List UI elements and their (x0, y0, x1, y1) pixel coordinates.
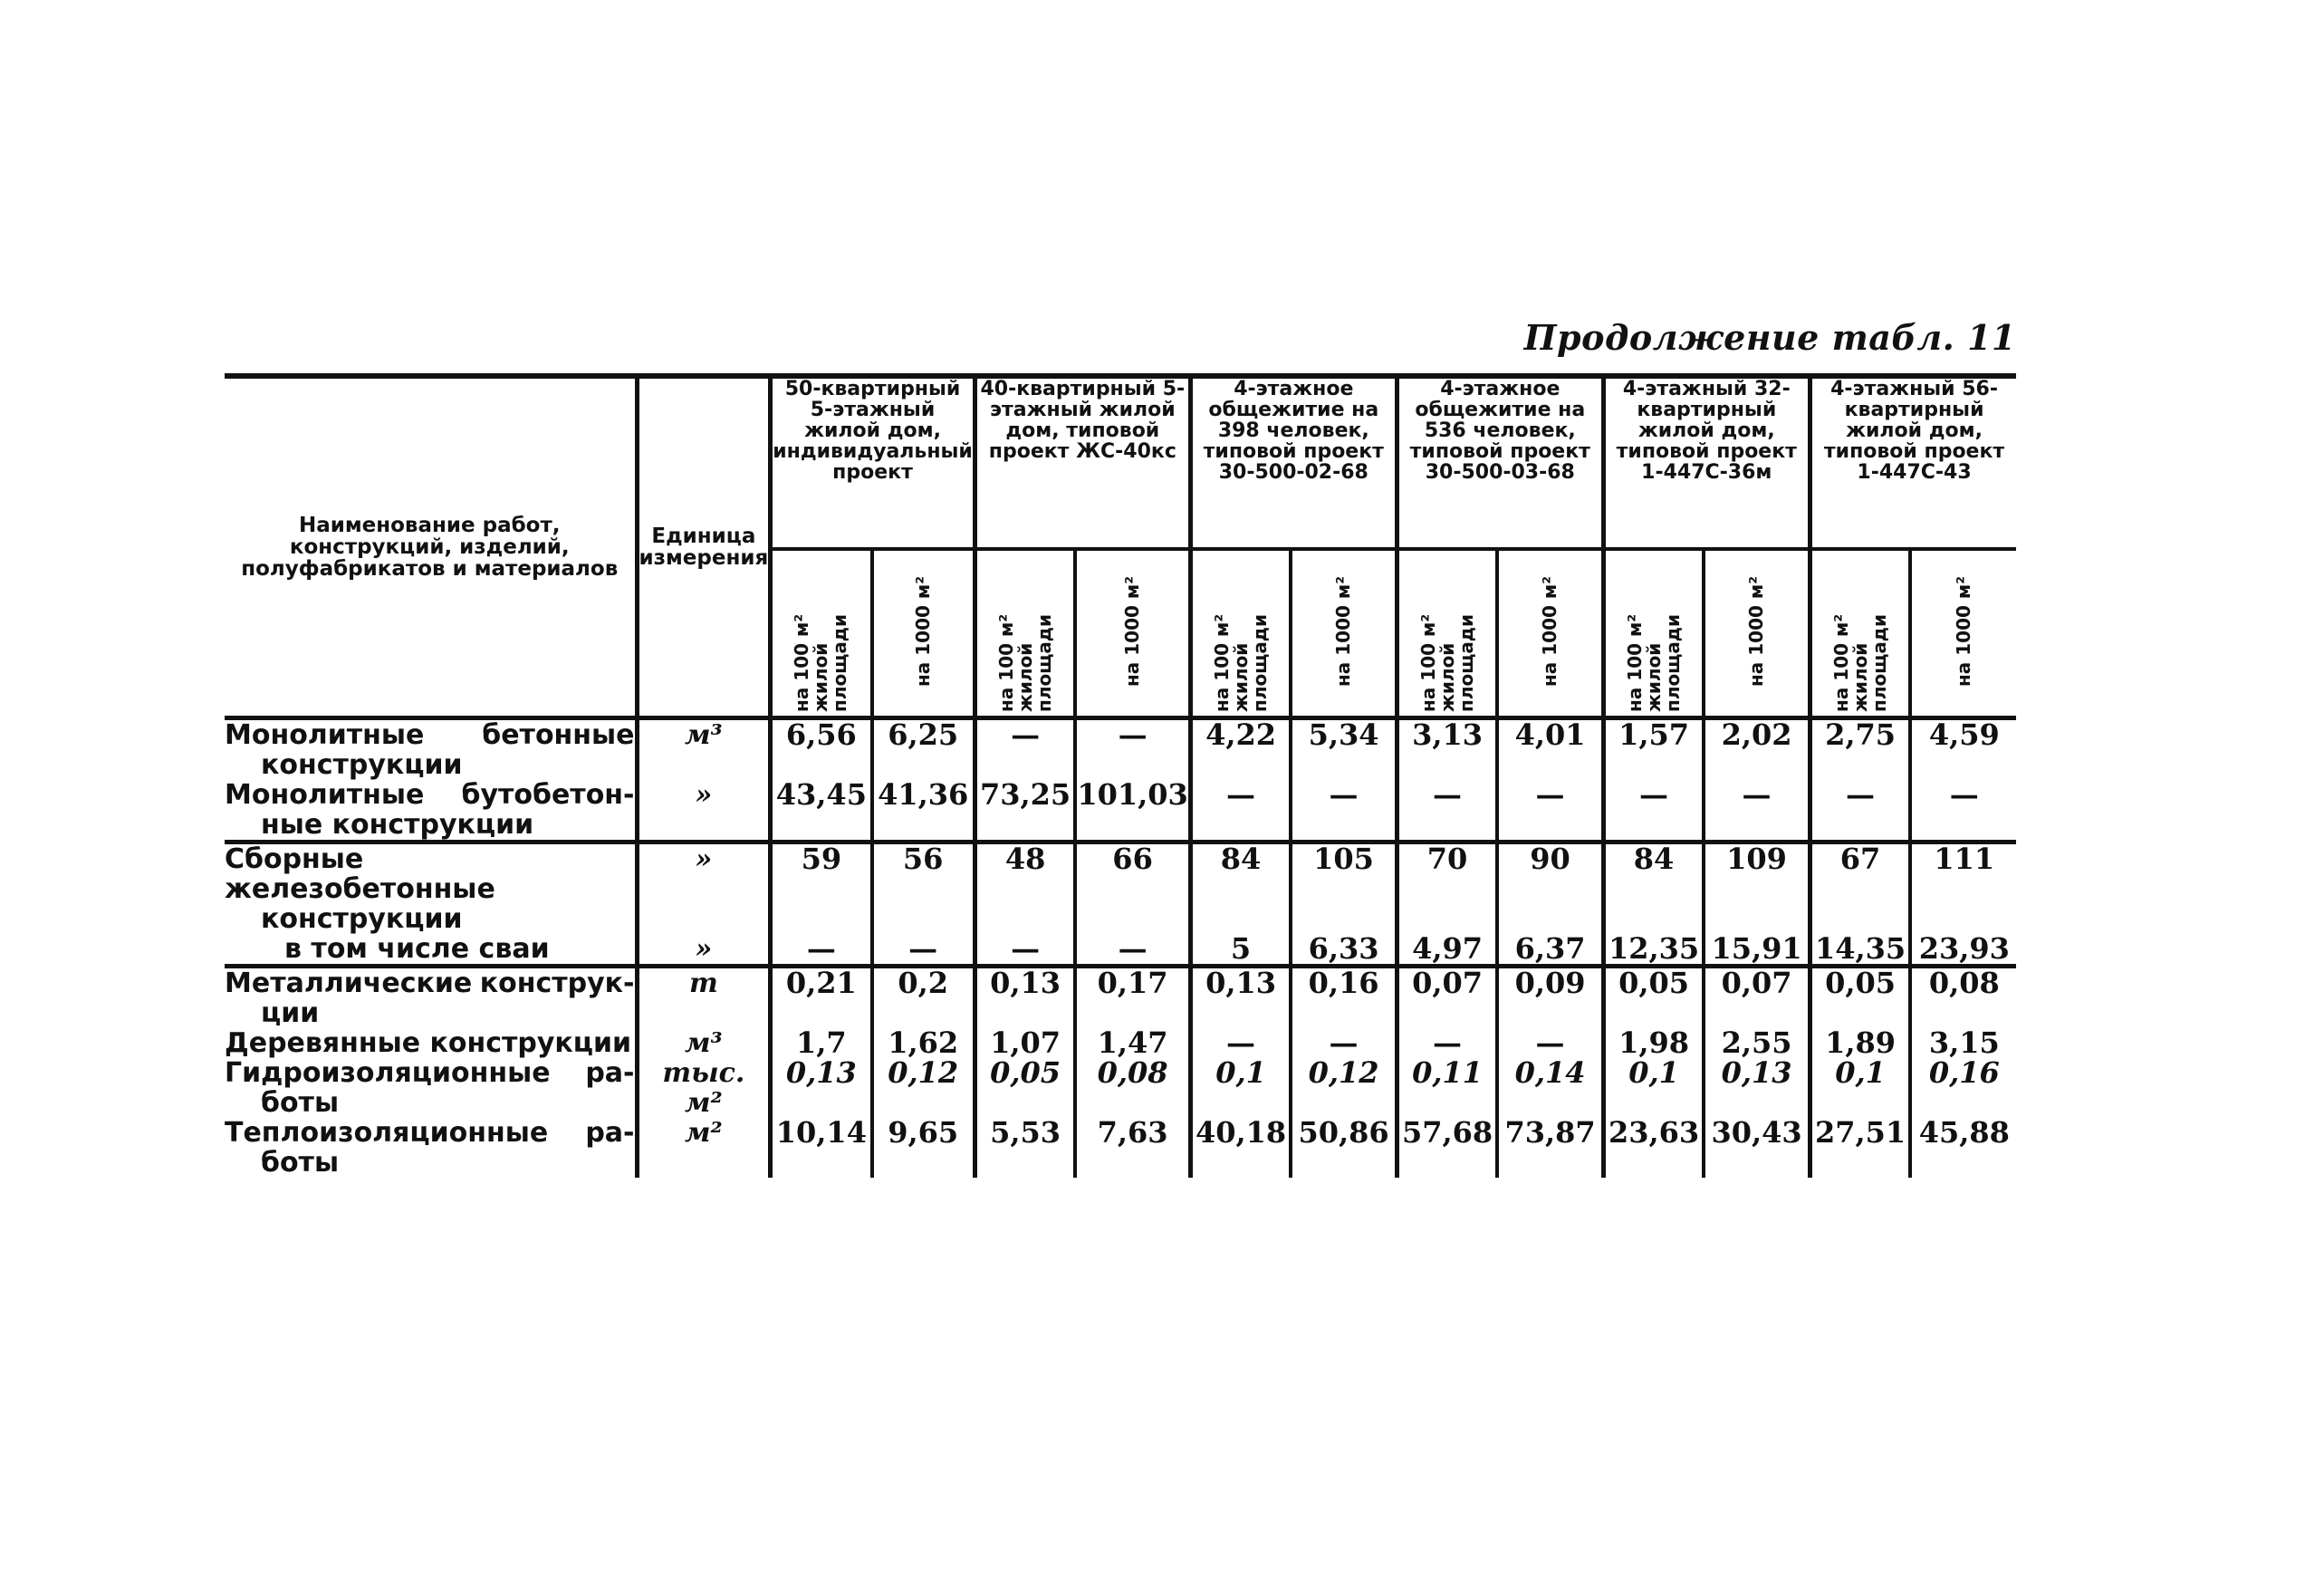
row-name-word: Металлические (225, 968, 473, 999)
table-cell: 59 (771, 842, 872, 935)
row-name-word: Монолитные (225, 719, 425, 751)
row-unit: » (637, 780, 771, 842)
table-cell: 0,08 (1075, 1058, 1190, 1118)
row-name-word: бетонные (482, 719, 635, 751)
table-cell: 84 (1603, 842, 1704, 935)
table-cell: 43,45 (771, 780, 872, 842)
table-cell: 56 (872, 842, 975, 935)
row-name-word: Гидроизоляционные (225, 1057, 551, 1089)
table-cell: 50,86 (1291, 1118, 1397, 1178)
table-cell: 23,93 (1918, 931, 2010, 966)
table-cell: — (1497, 780, 1603, 842)
header-sub-per1000: на 1000 м² (1745, 575, 1768, 687)
table-cell: 0,13 (771, 1058, 872, 1118)
table-cell: — (1497, 1028, 1603, 1058)
table-cell: 0,13 (975, 967, 1075, 1029)
header-group: 4-этажное общежитие на 536 человек, типовой проект 30-500-03-68 (1397, 376, 1603, 549)
header-group: 4-этажный 56-квартирный жилой дом, типовой проект 1-447С-43 (1810, 376, 2016, 549)
table-cell: 6,33 (1291, 934, 1397, 967)
table-cell: 0,21 (771, 967, 872, 1029)
table-row (225, 1028, 2016, 1058)
table-cell: 67 (1810, 842, 1910, 935)
table-cell: 40,18 (1190, 1118, 1291, 1178)
table-cell: 101,03 (1075, 780, 1190, 842)
table-cell: 1,98 (1603, 1028, 1704, 1058)
table-cell: 109 (1704, 842, 1810, 935)
table-cell: — (975, 934, 1075, 967)
table-cell: 0,05 (1603, 967, 1704, 1029)
table-cell: 0,07 (1397, 967, 1497, 1029)
header-name: Наименование работ, конструкций, изделий, полуфабрикатов и материалов (225, 376, 637, 718)
table-cell: 84 (1190, 842, 1291, 935)
header-sub-per1000: на 1000 м² (911, 575, 934, 687)
row-name-cont: боты (261, 1087, 340, 1119)
table-cell: — (1291, 780, 1397, 842)
row-name (225, 780, 637, 842)
row-name (225, 934, 637, 967)
table-cell: 0,12 (1291, 1058, 1397, 1118)
table-cell: 4,22 (1190, 718, 1291, 781)
table-cell: 7,63 (1075, 1118, 1190, 1178)
row-unit: » (637, 842, 771, 935)
table-cell: 45,88 (1918, 1115, 2010, 1150)
table-cell: 23,63 (1603, 1118, 1704, 1178)
table-cell: 0,08 (1910, 967, 2016, 1029)
table-cell: 6,25 (872, 718, 975, 781)
header-sub-per100: на 100 м² жилой площади (791, 613, 851, 712)
table-cell: 0,16 (1928, 1055, 2000, 1090)
row-name-word: Теплоизоляционные (225, 1117, 549, 1149)
header-sub-per100: на 100 м² жилой площади (1829, 613, 1890, 712)
table-cell: 66 (1075, 842, 1190, 935)
table-cell: — (1949, 777, 1979, 812)
table-row (225, 1118, 2016, 1178)
table-cell: 4,01 (1497, 718, 1603, 781)
table-cell: — (1810, 780, 1910, 842)
row-name (225, 1118, 637, 1178)
row-name-word: ра- (585, 1117, 635, 1149)
header-sub-per100: на 100 м² жилой площади (1623, 613, 1684, 712)
row-name-word: конструк- (479, 968, 635, 999)
table-cell: 0,11 (1397, 1058, 1497, 1118)
row-name-line: Сборные железобетонные (225, 843, 495, 905)
table-cell: 1,7 (771, 1028, 872, 1058)
row-name-cont: ции (261, 997, 320, 1029)
row-name-cont: боты (261, 1147, 340, 1179)
header-group: 4-этажный 32-квартирный жилой дом, типовой проект 1-447С-36м (1603, 376, 1810, 549)
table-cell: — (1397, 780, 1497, 842)
table-cell: 6,37 (1497, 934, 1603, 967)
table-cell: 1,57 (1603, 718, 1704, 781)
header-sub-per100: на 100 м² жилой площади (1416, 613, 1477, 712)
row-unit: » (637, 934, 771, 967)
header-sub-per1000: на 1000 м² (1953, 575, 1975, 687)
table-cell: — (1603, 780, 1704, 842)
table-cell: 73,25 (975, 780, 1075, 842)
table-cell: — (1190, 1028, 1291, 1058)
table-cell: 0,1 (1190, 1058, 1291, 1118)
header-sub-per100: на 100 м² жилой площади (994, 613, 1055, 712)
table-cell: 1,62 (872, 1028, 975, 1058)
table-cell: 14,35 (1810, 934, 1910, 967)
table-cell: 1,89 (1810, 1028, 1910, 1058)
table-cell: 73,87 (1497, 1118, 1603, 1178)
table-cell: — (771, 934, 872, 967)
table-cell: 2,02 (1704, 718, 1810, 781)
table-cell: 0,09 (1497, 967, 1603, 1029)
row-name-line: в том числе сваи (284, 933, 550, 965)
row-unit: м² (637, 1118, 771, 1178)
row-name-cont: конструкции (261, 903, 463, 935)
table-cell: — (1704, 780, 1810, 842)
header-unit: Единица измерения (637, 376, 771, 718)
row-name (225, 718, 637, 781)
table-cell: — (1397, 1028, 1497, 1058)
table-cell: 0,13 (1190, 967, 1291, 1029)
row-unit: тыс. м² (637, 1058, 771, 1118)
table-cell: 1,47 (1075, 1028, 1190, 1058)
table-cell: 5 (1190, 934, 1291, 967)
table-cell: 0,17 (1075, 967, 1190, 1029)
table-cell: 105 (1291, 842, 1397, 935)
header-group: 4-этажное общежитие на 398 человек, типовой проект 30-500-02-68 (1190, 376, 1397, 549)
table-cell: 41,36 (872, 780, 975, 842)
row-name-line: Деревянные конструкции (225, 1027, 632, 1059)
table-cell: 0,12 (872, 1058, 975, 1118)
table-cell: 70 (1397, 842, 1497, 935)
table-cell: 4,59 (1910, 718, 2016, 781)
table-cell: — (872, 934, 975, 967)
table-cell: 10,14 (771, 1118, 872, 1178)
data-table (225, 373, 2016, 1178)
table-cell: — (1075, 934, 1190, 967)
row-name-word: Монолитные (225, 779, 425, 811)
table-cell: 27,51 (1810, 1118, 1910, 1178)
table-row (225, 780, 2016, 842)
table-cell: 4,97 (1397, 934, 1497, 967)
table-cell: 3,13 (1397, 718, 1497, 781)
table-cell: — (1075, 718, 1190, 781)
table-cell: 48 (975, 842, 1075, 935)
row-unit: м³ (637, 718, 771, 781)
table-row (225, 718, 2016, 781)
row-name (225, 1028, 637, 1058)
table-row (225, 842, 2016, 935)
table-row (225, 1058, 2016, 1118)
table-cell: 30,43 (1704, 1118, 1810, 1178)
table-cell: 0,05 (1810, 967, 1910, 1029)
table-cell: — (975, 718, 1075, 781)
row-name-cont: конструкции (261, 749, 463, 781)
header-group: 50-квартирный 5-этажный жилой дом, индивидуальный проект (771, 376, 975, 549)
row-name-word: ра- (585, 1057, 635, 1089)
row-name-cont: ные конструкции (261, 809, 534, 841)
table-row (225, 934, 2016, 967)
table-cell: 0,16 (1291, 967, 1397, 1029)
table-cell: 5,34 (1291, 718, 1397, 781)
table-row (225, 967, 2016, 1029)
table-cell: 57,68 (1397, 1118, 1497, 1178)
row-name (225, 967, 637, 1029)
table-cell: 12,35 (1603, 934, 1704, 967)
table-caption: Продолжение табл. 11 (1523, 317, 2016, 358)
row-unit: т (637, 967, 771, 1029)
table-cell: 90 (1497, 842, 1603, 935)
header-sub-per1000: на 1000 м² (1539, 575, 1561, 687)
table-cell: 0,14 (1497, 1058, 1603, 1118)
table-cell: 1,07 (975, 1028, 1075, 1058)
table-cell: 0,05 (975, 1058, 1075, 1118)
row-name (225, 842, 637, 935)
header-sub-per1000: на 1000 м² (1121, 575, 1144, 687)
row-unit: м³ (637, 1028, 771, 1058)
table-cell: 2,75 (1810, 718, 1910, 781)
table-cell: 2,55 (1704, 1028, 1810, 1058)
header-group: 40-квартирный 5-этажный жилой дом, типовой проект ЖС-40кс (975, 376, 1190, 549)
table-cell: 0,07 (1704, 967, 1810, 1029)
table-cell: 0,2 (872, 967, 975, 1029)
table-cell: 3,15 (1928, 1025, 2000, 1060)
table-cell: 0,1 (1603, 1058, 1704, 1118)
table-cell: 9,65 (872, 1118, 975, 1178)
table-cell: 0,13 (1704, 1058, 1810, 1118)
table-cell: 5,53 (975, 1118, 1075, 1178)
table-cell: 6,56 (771, 718, 872, 781)
table-cell: — (1190, 780, 1291, 842)
row-name-word: бутобетон- (461, 779, 635, 811)
header-sub-per1000: на 1000 м² (1332, 575, 1355, 687)
table-cell: — (1291, 1028, 1397, 1058)
table-cell: 111 (1910, 842, 2016, 935)
header-sub-per100: на 100 м² жилой площади (1210, 613, 1271, 712)
table-cell: 0,1 (1810, 1058, 1910, 1118)
table-cell: 15,91 (1704, 934, 1810, 967)
row-name (225, 1058, 637, 1118)
